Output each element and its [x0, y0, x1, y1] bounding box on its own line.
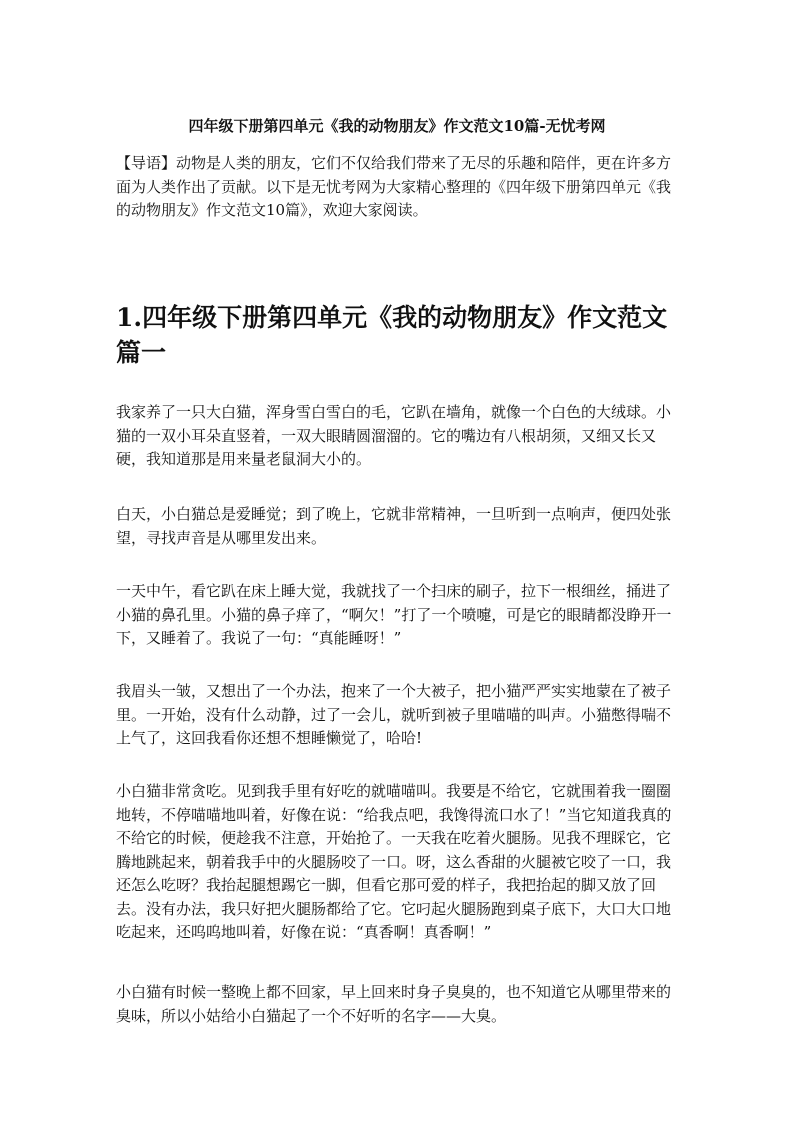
- body-paragraph-2: 白天，小白猫总是爱睡觉；到了晚上，它就非常精神，一旦听到一点响声，便四处张望，寻找声音是从哪里发出来。: [116, 505, 672, 547]
- body-paragraph-4: 我眉头一皱，又想出了一个办法，抱来了一个大被子，把小猫严严实实地蒙在了被子里。一开始，没有什么动静，过了一会儿，就听到被子里喵喵的叫声。小猫憋得喘不上气了，这回我看你还想不想睡懒觉了，哈哈!: [116, 682, 672, 747]
- body-paragraph-3: 一天中午，看它趴在床上睡大觉，我就找了一个扫床的刷子，拉下一根细丝，捅进了小猫的鼻孔里。小猫的鼻子痒了，“啊欠！”打了一个喷嚏，可是它的眼睛都没睁开一下，又睡着了。我说了一句：“真能睡呀！”: [116, 582, 672, 647]
- body-paragraph-1: 我家养了一只大白猫，浑身雪白雪白的毛，它趴在墙角，就像一个白色的大绒球。小猫的一双小耳朵直竖着，一双大眼睛圆溜溜的。它的嘴边有八根胡须，又细又长又硬，我知道那是用来量老鼠洞大小的。: [116, 403, 672, 468]
- body-paragraph-5: 小白猫非常贪吃。见到我手里有好吃的就喵喵叫。我要是不给它，它就围着我一圈圈地转，不停喵喵地叫着，好像在说：“给我点吧，我馋得流口水了！”当它知道我真的不给它的时候，便趁我不注意，开始抢了。一天我在吃着火腿肠。见我不理睬它，它腾地跳起来，朝着我手中的火腿肠咬了一口。呀，这么香甜的火腿被它咬了一口，我还怎么吃呀？我抬起腿想踢它一脚，但看它那可爱的样子，我把抬起的脚又放了回去。没有办法，我只好把火腿肠都给了它。它叼起火腿肠跑到桌子底下，大口大口地吃起来，还呜呜地叫着，好像在说：“真香啊！真香啊！”: [116, 782, 672, 941]
- document-title: 四年级下册第四单元《我的动物朋友》作文范文10篇-无忧考网: [188, 117, 606, 135]
- body-paragraph-6: 小白猫有时候一整晚上都不回家，早上回来时身子臭臭的，也不知道它从哪里带来的臭味，所以小姑给小白猫起了一个不好听的名字——大臭。: [116, 983, 672, 1025]
- section-heading: 1.四年级下册第四单元《我的动物朋友》作文范文篇一: [116, 303, 668, 367]
- intro-paragraph: 【导语】动物是人类的朋友，它们不仅给我们带来了无尽的乐趣和陪伴，更在许多方面为人类作出了贡献。以下是无忧考网为大家精心整理的《四年级下册第四单元《我的动物朋友》作文范文10篇》，欢迎大家阅读。: [116, 154, 672, 219]
